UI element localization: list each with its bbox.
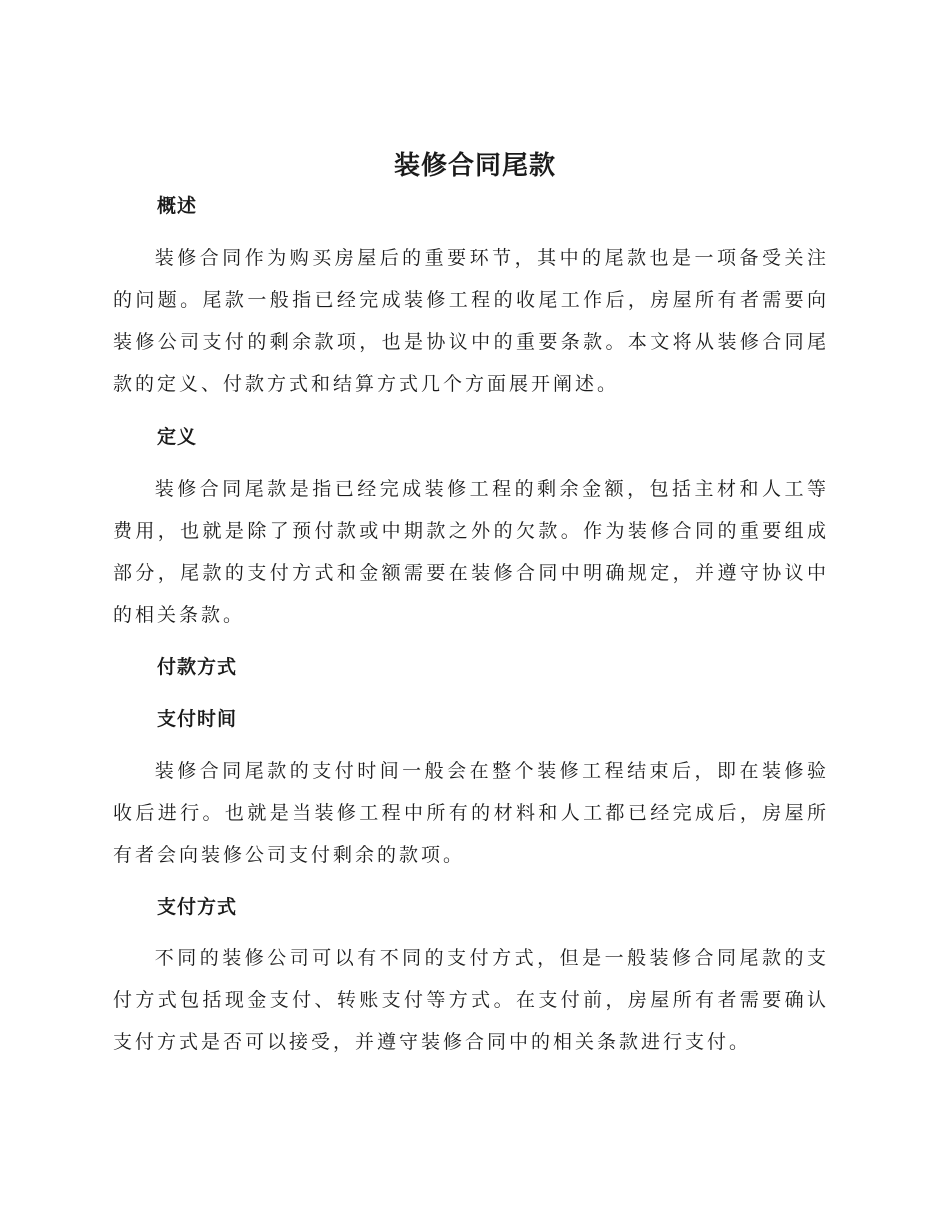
section-heading-overview: 概述 xyxy=(157,195,198,217)
paragraph-payment-time: 装修合同尾款的支付时间一般会在整个装修工程结束后，即在装修验收后进行。也就是当装修工程中所有的材料和人工都已经完成后，房屋所有者会向装修公司支付剩余的款项。 xyxy=(113,760,829,866)
subsection-heading-payment-method: 支付方式 xyxy=(157,896,238,918)
section-heading-definition: 定义 xyxy=(157,426,198,448)
paragraph-definition: 装修合同尾款是指已经完成装修工程的剩余金额，包括主材和人工等费用，也就是除了预付款或中期款之外的欠款。作为装修合同的重要组成部分，尾款的支付方式和金额需要在装修合同中明确规定，并遵守协议中的相关条款。 xyxy=(113,478,829,626)
paragraph-overview: 装修合同作为购买房屋后的重要环节，其中的尾款也是一项备受关注的问题。尾款一般指已经完成装修工程的收尾工作后，房屋所有者需要向装修公司支付的剩余款项，也是协议中的重要条款。本文将从装修合同尾款的定义、付款方式和结算方式几个方面展开阐述。 xyxy=(113,247,829,395)
document-title: 装修合同尾款 xyxy=(393,151,556,181)
section-heading-payment: 付款方式 xyxy=(157,656,238,678)
paragraph-payment-method: 不同的装修公司可以有不同的支付方式，但是一般装修合同尾款的支付方式包括现金支付、转账支付等方式。在支付前，房屋所有者需要确认支付方式是否可以接受，并遵守装修合同中的相关条款进行支付。 xyxy=(113,947,829,1053)
subsection-heading-payment-time: 支付时间 xyxy=(157,708,238,730)
